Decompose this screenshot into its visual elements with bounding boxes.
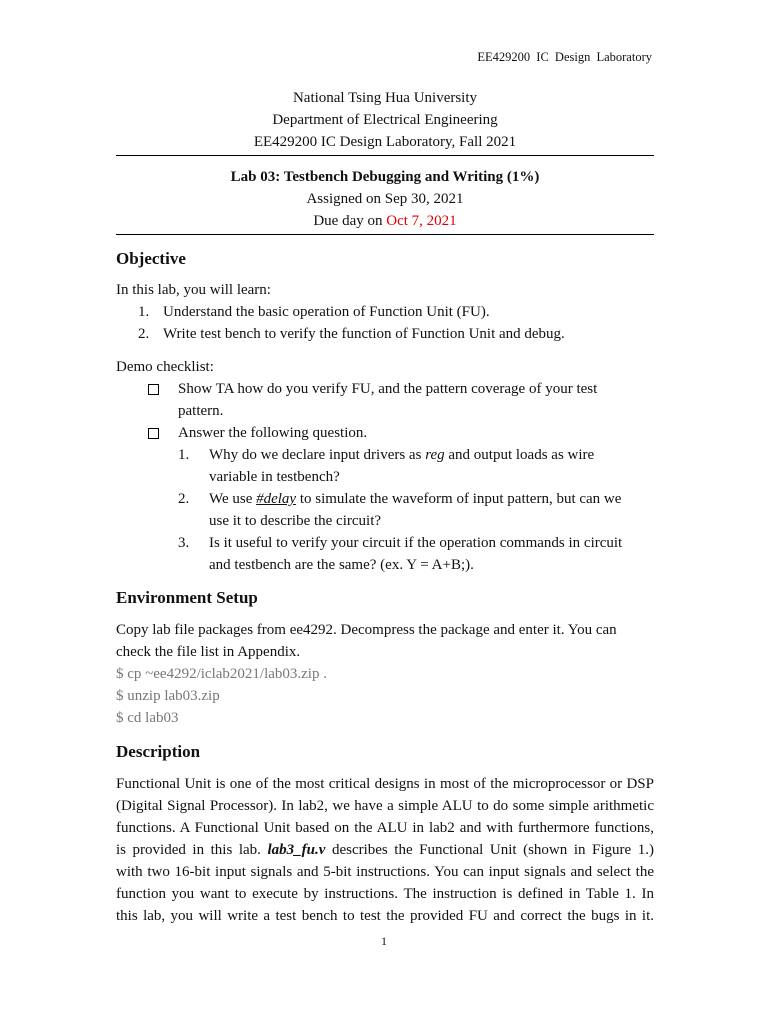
question-1: [209, 447, 594, 464]
due-prefix: Due day on: [313, 213, 387, 229]
question-1-cont: variable in testbench?: [209, 469, 340, 485]
environment-text: check the file list in Appendix.: [116, 644, 301, 660]
question-number: 2.: [178, 491, 190, 507]
objective-intro: In this lab, you will learn:: [116, 282, 271, 298]
description-heading: Description: [116, 742, 201, 761]
page-number: 1: [381, 934, 387, 948]
question-number: 3.: [178, 535, 190, 551]
description-line: with two 16-bit input signals and 5-bit instructions. You can input signals and select the: [116, 864, 654, 880]
question-text: We use: [209, 491, 257, 507]
due-date-line: [116, 213, 654, 230]
checklist-item: Answer the following question.: [178, 425, 368, 441]
description-line: this lab, you will write a test bench to test the provided FU and correct the bugs in it.: [116, 908, 654, 924]
course-title: EE429200 IC Design Laboratory, Fall 2021: [253, 134, 517, 150]
description-text: is provided in this lab.: [116, 842, 268, 858]
checkbox-icon: [148, 428, 159, 439]
question-2-cont: use it to describe the circuit?: [209, 513, 382, 529]
question-3-cont: and testbench are the same? (ex. Y = A+B;).: [209, 557, 474, 573]
checklist-item: Show TA how do you verify FU, and the pattern coverage of your test: [178, 381, 598, 397]
question-3: Is it useful to verify your circuit if the operation commands in circuit: [209, 535, 623, 551]
environment-heading: Environment Setup: [116, 588, 258, 607]
description-line: (Digital Signal Processor). In lab2, we have a simple ALU to do some simple arithmetic: [116, 798, 654, 814]
due-date: Oct 7, 2021: [386, 213, 457, 229]
lab-title: Lab 03: Testbench Debugging and Writing (1%): [230, 169, 540, 185]
environment-text: Copy lab file packages from ee4292. Decompress the package and enter it. You can: [116, 622, 617, 638]
description-text: describes the Functional Unit (shown in Figure 1.): [325, 842, 654, 858]
assigned-date: Assigned on Sep 30, 2021: [306, 191, 464, 207]
checkbox-icon: [148, 384, 159, 395]
bottom-divider: [116, 234, 654, 235]
file-name: lab3_fu.v: [267, 842, 326, 858]
question-text: and output loads as wire: [444, 447, 595, 463]
shell-command: $ cp ~ee4292/iclab2021/lab03.zip .: [116, 666, 327, 682]
keyword-reg: reg: [425, 447, 445, 463]
list-item: Write test bench to verify the function of Function Unit and debug.: [163, 326, 565, 342]
checklist-item-cont: pattern.: [178, 403, 224, 419]
list-item-number: 2.: [138, 326, 150, 342]
question-text: to simulate the waveform of input pattern, but can we: [296, 491, 622, 507]
description-line: function you want to execute by instructions. The instruction is defined in Table 1. In: [116, 886, 654, 902]
objective-heading: Objective: [116, 249, 186, 268]
description-line: functions. A Functional Unit based on the ALU in lab2 and with furthermore functions,: [116, 820, 654, 836]
running-header: EE429200 IC Design Laboratory: [477, 50, 652, 64]
description-line: [116, 839, 654, 861]
keyword-delay: #delay: [256, 491, 297, 507]
question-text: Why do we declare input drivers as: [209, 447, 426, 463]
shell-command: $ cd lab03: [116, 710, 179, 726]
top-divider: [116, 155, 654, 156]
university-name: National Tsing Hua University: [292, 90, 478, 106]
list-item-number: 1.: [138, 304, 150, 320]
department-name: Department of Electrical Engineering: [272, 112, 498, 128]
description-paragraph: [116, 773, 654, 927]
demo-checklist-label: Demo checklist:: [116, 359, 214, 375]
description-line: Functional Unit is one of the most critical designs in most of the microprocessor or DSP: [116, 776, 654, 792]
list-item: Understand the basic operation of Function Unit (FU).: [163, 304, 490, 320]
question-number: 1.: [178, 447, 190, 463]
shell-command: $ unzip lab03.zip: [116, 688, 220, 704]
question-2: [209, 491, 621, 508]
